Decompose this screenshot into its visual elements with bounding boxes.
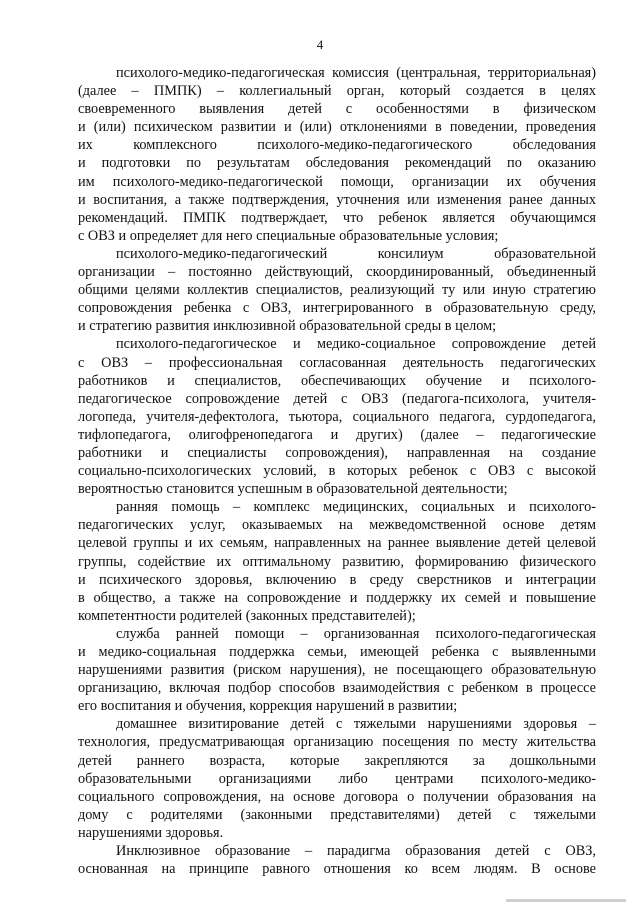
- paragraph-line: нарушениями здоровья.: [78, 824, 224, 841]
- paragraph-line: логопеда, учителя-дефектолога, тьютора, социального педагога, сурдопедагога,: [78, 408, 596, 425]
- paragraph-line: и медико-социальная поддержка семьи, имеющей ребенка с выявленными: [78, 644, 596, 660]
- paragraph-line: его воспитания и обучения, коррекция нарушений в развитии;: [78, 698, 458, 715]
- paragraph-line: с ОВЗ – профессиональная согласованная деятельность педагогических: [78, 354, 596, 371]
- scan-edge-mark: [506, 899, 626, 902]
- document-body: [78, 64, 596, 878]
- paragraph: [78, 335, 596, 498]
- paragraph-line: работники и специалисты сопровождения), направленная на создание: [78, 444, 596, 461]
- paragraph-line: образовательными организациями либо центрами психолого-медико-: [78, 770, 596, 787]
- paragraph-line: и психического здоровья, включению в среду сверстников и интеграции: [78, 571, 596, 588]
- paragraph: [78, 498, 596, 625]
- paragraph-line: и (или) психическом развитии и (или) отклонениями в поведении, проведения: [78, 119, 596, 136]
- paragraph-line: детей раннего возраста, которые закрепляются за дошкольными: [78, 752, 596, 769]
- paragraph-line: сопровождения ребенка с ОВЗ, интегрированного в образовательную среду,: [78, 300, 596, 317]
- paragraph-line: и стратегию развития инклюзивной образовательной среды в целом;: [78, 318, 497, 335]
- paragraph-line: компетентности родителей (законных представителей);: [78, 607, 416, 624]
- paragraph-line: организации – постоянно действующий, скоординированный, объединенный: [78, 264, 596, 281]
- paragraph-line: своевременного выявления детей с особенностями в физическом: [78, 101, 596, 118]
- paragraph-line: служба ранней помощи – организованная психолого-педагогическая: [116, 625, 596, 642]
- paragraph-line: их комплексного психолого-медико-педагогического обследования: [78, 137, 596, 154]
- paragraph-line: дому с родителями (законными представителями) детей с тяжелыми: [78, 806, 596, 823]
- paragraph-line: Инклюзивное образование – парадигма образования детей с ОВЗ,: [116, 843, 596, 860]
- paragraph-line: им психолого-медико-педагогической помощи, организации их обучения: [78, 173, 596, 190]
- paragraph-line: педагогических услуг, оказываемых на межведомственной основе детям: [78, 517, 596, 534]
- paragraph-line: социального сопровождения, на основе договора о получении образования на: [78, 788, 596, 805]
- paragraph-line: целевой группы и их семьям, направленных на раннее выявление детей целевой: [78, 535, 596, 552]
- paragraph-line: вероятностью становится успешным в образовательной деятельности;: [78, 481, 508, 498]
- paragraph: [78, 842, 596, 878]
- paragraph-line: и воспитания, а также подтверждения, уточнения или изменения ранее данных: [78, 191, 596, 208]
- paragraph-line: с ОВЗ и определяет для него специальные образовательные условия;: [78, 227, 499, 244]
- paragraph-line: основанная на принципе равного отношения ко всем людям. В основе: [78, 861, 596, 878]
- paragraph: [78, 625, 596, 715]
- paragraph-line: работников и специалистов, обеспечивающих обучение и психолого-: [78, 372, 596, 389]
- paragraph: [78, 245, 596, 335]
- paragraph-line: социально-психологических условий, в которых ребенок с ОВЗ с высокой: [78, 463, 596, 480]
- paragraph: [78, 64, 596, 245]
- paragraph-line: тифлопедагога, олигофренопедагога и других) (далее – педагогические: [78, 426, 596, 443]
- paragraph-line: и подготовки по результатам обследования рекомендаций по оказанию: [78, 155, 596, 172]
- page-number: 4: [316, 37, 324, 52]
- paragraph-line: домашнее визитирование детей с тяжелыми нарушениями здоровья –: [116, 716, 596, 733]
- paragraph-line: общими целями коллектив специалистов, реализующий ту или иную стратегию: [78, 282, 596, 299]
- paragraph-line: нарушениями развития (риском нарушения), не посещающего образовательную: [78, 662, 596, 679]
- paragraph-line: технология, предусматривающая организацию посещения по месту жительства: [78, 734, 596, 751]
- paragraph-line: организацию, включая подбор способов взаимодействия с ребенком в процессе: [78, 680, 596, 697]
- paragraph-line: в общество, а также на сопровождение и поддержку их семей и повышение: [78, 589, 596, 606]
- paragraph-line: ранняя помощь – комплекс медицинских, социальных и психолого-: [116, 499, 596, 516]
- paragraph-line: группы, содействие их оптимальному развитию, формированию физического: [78, 553, 596, 570]
- paragraph-line: психолого-педагогическое и медико-социальное сопровождение детей: [116, 336, 596, 353]
- paragraph-line: педагогическое сопровождение детей с ОВЗ (педагога-психолога, учителя-: [78, 390, 596, 407]
- paragraph-line: психолого-медико-педагогический консилиум образовательной: [116, 245, 596, 262]
- paragraph-line: психолого-медико-педагогическая комиссия (центральная, территориальная): [116, 65, 596, 81]
- paragraph-line: (далее – ПМПК) – коллегиальный орган, который создается в целях: [78, 83, 596, 100]
- paragraph: [78, 715, 596, 842]
- paragraph-line: рекомендаций. ПМПК подтверждает, что ребенок является обучающимся: [78, 209, 596, 226]
